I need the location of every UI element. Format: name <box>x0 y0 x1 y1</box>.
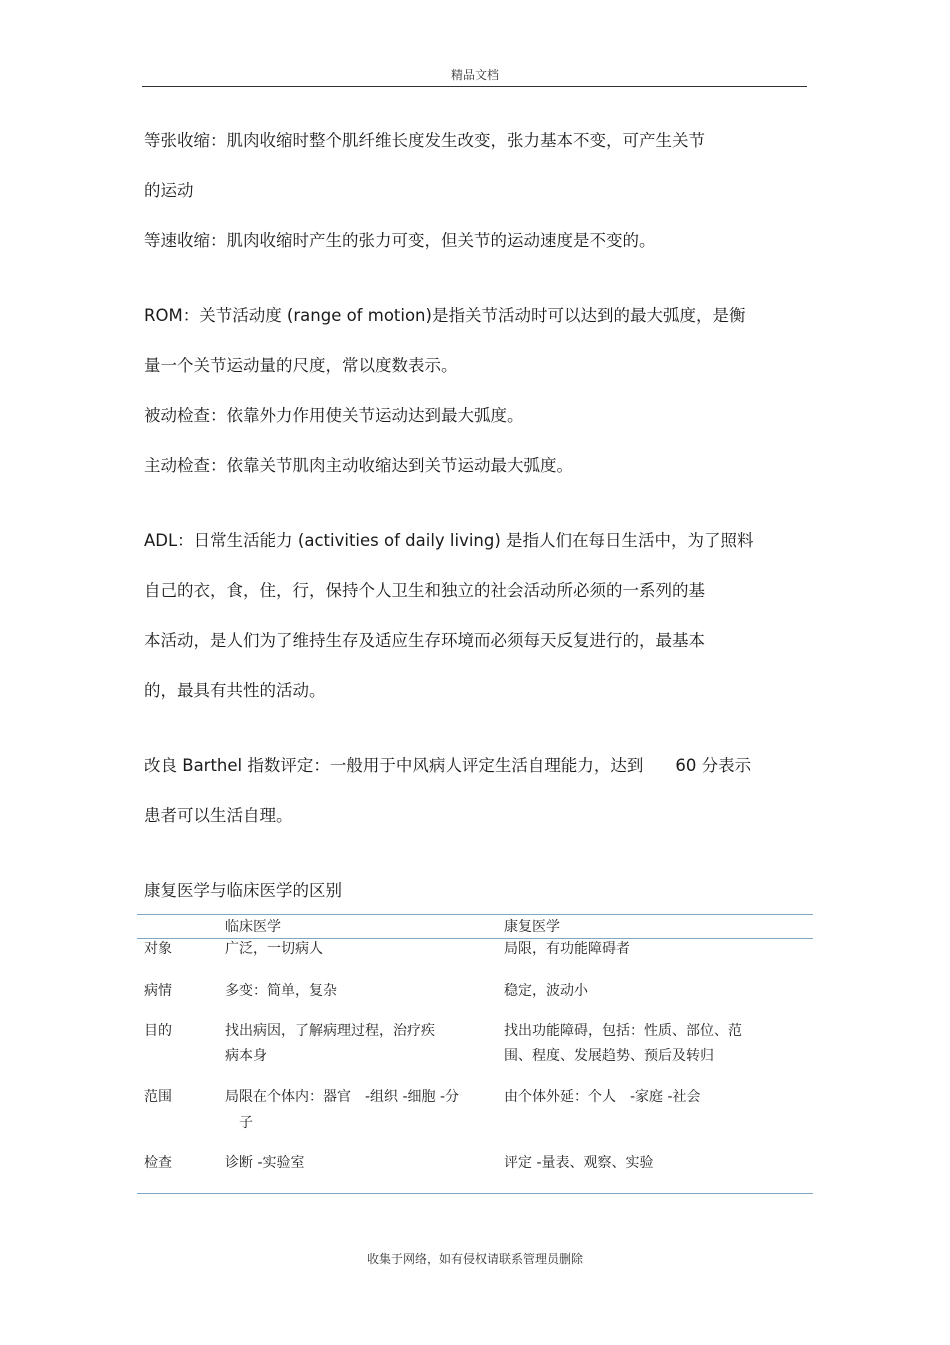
table-caption: 康复医学与临床医学的区别 <box>144 881 342 900</box>
paragraph-line: ROM：关节活动度 (range of motion)是指关节活动时可以达到的最大弧度，是衡 <box>144 306 746 325</box>
paragraph-line: 被动检查：依靠外力作用使关节运动达到最大弧度。 <box>144 406 524 425</box>
table-cell: 找出病因，了解病理过程，治疗疾 <box>225 1023 435 1039</box>
paragraph-line: 患者可以生活自理。 <box>144 806 293 825</box>
table-bottom-rule <box>137 1193 813 1194</box>
table-header-cell: 临床医学 <box>225 919 281 935</box>
table-cell: 多变：简单，复杂 <box>225 983 337 999</box>
table-cell: 局限在个体内：器官 -组织 -细胞 -分 <box>225 1089 460 1105</box>
table-cell: 对象 <box>144 941 172 957</box>
table-cell: 检查 <box>144 1155 172 1171</box>
table-cell: 病情 <box>144 983 172 999</box>
paragraph-line: 自己的衣，食，住，行，保持个人卫生和独立的社会活动所必须的一系列的基 <box>144 581 705 600</box>
table-cell: 诊断 -实验室 <box>225 1155 305 1171</box>
paragraph-line: 本活动，是人们为了维持生存及适应生存环境而必须每天反复进行的，最基本 <box>144 631 705 650</box>
paragraph-line <box>144 755 751 777</box>
table-cell: 稳定，波动小 <box>504 983 588 999</box>
table-cell: 围、程度、发展趋势、预后及转归 <box>504 1048 714 1064</box>
table-cell: 子 <box>225 1115 253 1131</box>
table-cell: 范围 <box>144 1089 172 1105</box>
table-cell: 找出功能障碍，包括：性质、部位、范 <box>504 1023 742 1039</box>
paragraph-line: 的，最具有共性的活动。 <box>144 681 326 700</box>
table-cell: 局限，有功能障碍者 <box>504 941 630 957</box>
paragraph-line: 等张收缩：肌肉收缩时整个肌纤维长度发生改变，张力基本不变，可产生关节 <box>144 131 705 150</box>
paragraph-line: 量一个关节运动量的尺度，常以度数表示。 <box>144 356 458 375</box>
header-divider <box>142 86 807 87</box>
paragraph-line: 等速收缩：肌肉收缩时产生的张力可变，但关节的运动速度是不变的。 <box>144 231 656 250</box>
paragraph-line: ADL：日常生活能力 (activities of daily living) 是指人们在每日生活中，为了照料 <box>144 531 754 550</box>
paragraph-line: 主动检查：依靠关节肌肉主动收缩达到关节运动最大弧度。 <box>144 456 573 475</box>
table-header-cell: 康复医学 <box>504 919 560 935</box>
page-header: 精品文档 <box>450 68 499 82</box>
table-cell: 评定 -量表、观察、实验 <box>504 1155 654 1171</box>
paragraph-text: 改良 Barthel 指数评定：一般用于中风病人评定生活自理能力，达到 <box>144 756 644 775</box>
table-cell: 由个体外延：个人 -家庭 -社会 <box>504 1089 701 1105</box>
table-cell: 广泛，一切病人 <box>225 941 323 957</box>
page-footer: 收集于网络，如有侵权请联系管理员删除 <box>366 1252 583 1266</box>
table-cell: 目的 <box>144 1023 172 1039</box>
paragraph-text: 60 分表示 <box>675 756 752 775</box>
table-cell: 病本身 <box>225 1048 267 1064</box>
paragraph-line: 的运动 <box>144 181 194 200</box>
